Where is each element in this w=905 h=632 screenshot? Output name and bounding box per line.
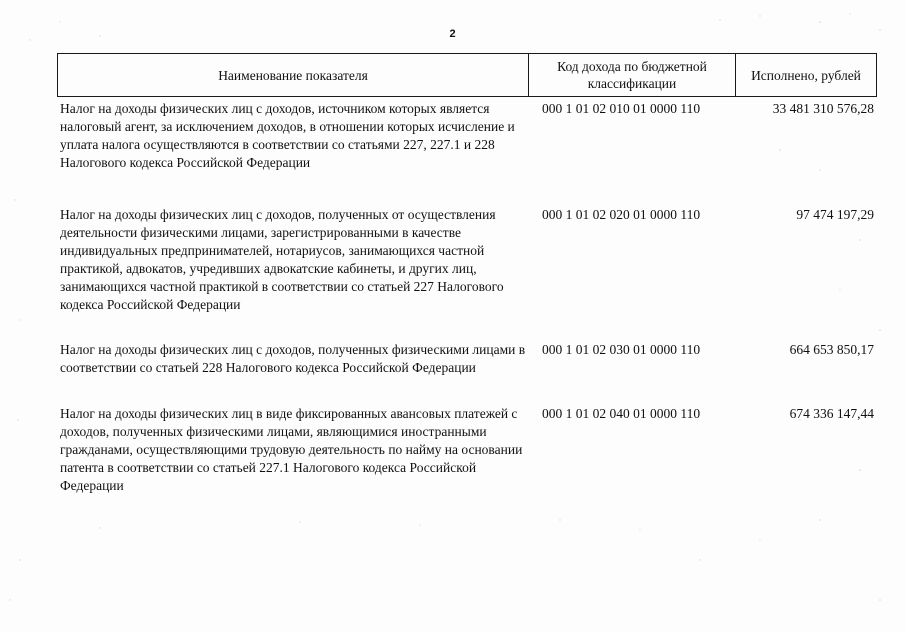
row-indicator-name: Налог на доходы физических лиц в виде фиксированных авансовых платежей с доходов, полученных физическими лицами, являющимися иностранными гражданами, осуществляющими трудовую деятельность по найму на основании патента в соответствии со статьей 227.1 Налогового кодекса Российской Федерации [60,406,523,493]
row-income-code: 000 1 01 02 040 01 0000 110 [542,406,701,421]
row-income-code: 000 1 01 02 030 01 0000 110 [542,342,701,357]
row-income-code: 000 1 01 02 010 01 0000 110 [542,101,701,116]
table-row [57,405,877,501]
row-indicator-name: Налог на доходы физических лиц с доходов, источником которых является налоговый агент, за исключением доходов, в отношении которых исчисление и уплата налога осуществляются в соответствии со статьями 227, 227.1 и 228 Налогового кодекса Российской Федерации [60,101,515,170]
header-indicator-name: Наименование показателя [58,54,529,96]
row-executed-amount: 97 474 197,29 [796,207,874,222]
table-row [57,341,877,395]
page-number: 2 [449,28,456,40]
row-indicator-name: Налог на доходы физических лиц с доходов, полученных от осуществления деятельности физическими лицами, зарегистрированными в качестве индивидуальных предпринимателей, нотариусов, занимающихся частной практикой, адвокатов, учредивших адвокатские кабинеты, и других лиц, занимающихся частной практикой в соответствии со статьей 227 Налогового кодекса Российской Федерации [60,207,504,312]
row-indicator-name: Налог на доходы физических лиц с доходов, полученных физическими лицами в соответствии со статьей 228 Налогового кодекса Российской Федерации [60,342,526,375]
row-executed-amount: 33 481 310 576,28 [772,101,874,116]
table-row [57,100,877,196]
header-income-code: Код дохода по бюджетной классификации [529,54,736,96]
row-executed-amount: 664 653 850,17 [789,342,874,357]
row-income-code: 000 1 01 02 020 01 0000 110 [542,207,701,222]
row-executed-amount: 674 336 147,44 [789,406,874,421]
header-executed-amount: Исполнено, рублей [751,67,861,83]
table-body [57,100,877,511]
table-row [57,206,877,331]
table-header [57,53,877,97]
